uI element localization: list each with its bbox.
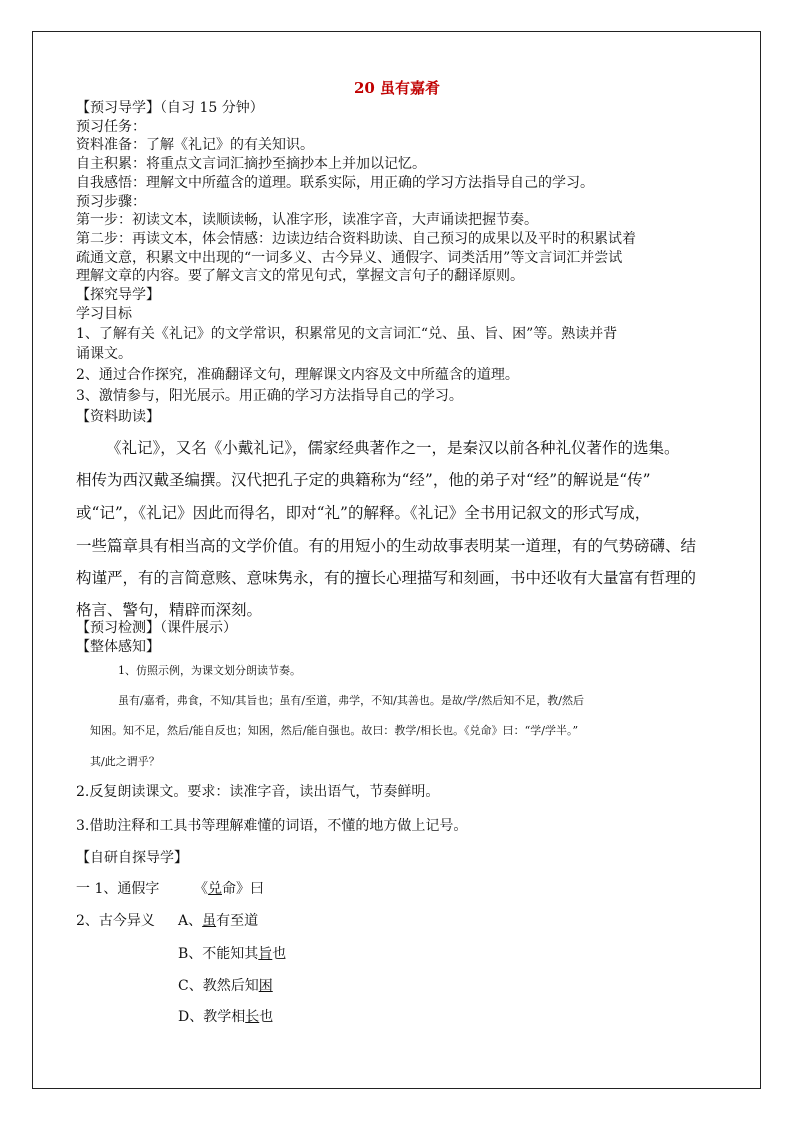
option-c-letter: C、 <box>178 978 203 994</box>
explore-goal-1-cont: 诵课文。 <box>76 346 132 362</box>
question-3: 3.借助注释和工具书等理解难懂的词语，不懂的地方做上记号。 <box>76 818 468 834</box>
material-header: 【资料助读】 <box>76 409 160 425</box>
self-study-item-2-label: 2、古今异义 <box>76 913 155 929</box>
option-c-underlined: 困 <box>258 978 273 994</box>
item-1-underlined-word: 兑 <box>208 881 222 897</box>
option-a-underlined: 虽 <box>202 913 217 929</box>
option-a-post: 有至道 <box>216 913 259 929</box>
preview-step-2-line-3: 理解文章的内容。要了解文言文的常见句式，掌握文言句子的翻译原则。 <box>76 268 524 284</box>
document-title: 20 虽有嘉肴 <box>353 79 441 97</box>
preview-step-2-line-2: 疏通文意，积累文中出现的“一词多义、古今异义、通假字、词类活用”等文言词汇并尝试 <box>76 250 623 266</box>
option-b-letter: B、 <box>178 946 203 962</box>
option-c-pre: 教然后知 <box>202 978 259 994</box>
preview-step-2-line-1: 第二步：再读文本，体会情感：边读边结合资料助读、自己预习的成果以及平时的积累试着 <box>76 231 636 247</box>
preview-task-label: 预习任务： <box>76 119 146 135</box>
explore-goal-1: 1、了解有关《礼记》的文学常识，积累常见的文言词汇“兑、虽、旨、困”等。熟读并背 <box>76 326 618 342</box>
option-d-post: 也 <box>259 1009 274 1025</box>
material-line-5: 构谨严，有的言简意赅、意味隽永，有的擅长心理描写和刻画，书中还收有大量富有哲理的 <box>76 569 697 587</box>
option-b-underlined: 旨 <box>258 946 273 962</box>
self-study-item-1-text <box>194 878 264 898</box>
preview-step-1: 第一步：初读文本，读顺读畅，认准字形，读准字音，大声诵读把握节奏。 <box>76 212 538 228</box>
option-a <box>178 910 258 930</box>
option-b <box>178 943 286 963</box>
preview-header: 【预习导学】（自习 15 分钟） <box>76 100 264 116</box>
option-d-pre: 教学相 <box>203 1009 246 1025</box>
preview-steps-label: 预习步骤： <box>76 194 146 210</box>
question-2: 2.反复朗读课文。要求：读准字音，读出语气，节奏鲜明。 <box>76 784 440 800</box>
check-header: 【预习检测】（课件展示） <box>76 620 237 636</box>
preview-task-3: 自我感悟：理解文中所蕴含的道理。联系实际，用正确的学习方法指导自己的学习。 <box>76 175 594 191</box>
explore-header: 【探究导学】 <box>76 287 160 303</box>
overall-header: 【整体感知】 <box>76 639 160 655</box>
option-a-letter: A、 <box>178 913 203 929</box>
option-b-pre: 不能知其 <box>202 946 259 962</box>
material-line-3: 或“记”，《礼记》因此而得名，即对“礼”的解释。《礼记》全书用记叙文的形式写成， <box>76 504 651 522</box>
preview-task-2: 自主积累：将重点文言词汇摘抄至摘抄本上并加以记忆。 <box>76 156 426 172</box>
question-1-text-1: 虽有/嘉肴，弗食，不知/其旨也；虽有/至道，弗学，不知/其善也。是故/学/然后知不足，教/然后 <box>118 694 584 707</box>
option-d-underlined: 长 <box>245 1009 260 1025</box>
item-1-text-pre: 《 <box>194 881 208 897</box>
item-1-text-post: 命》曰 <box>222 881 264 897</box>
option-d <box>178 1006 273 1026</box>
question-1-text-3: 其/此之谓乎？ <box>90 755 160 768</box>
explore-goal-3: 3、激情参与，阳光展示。用正确的学习方法指导自己的学习。 <box>76 388 463 404</box>
option-b-post: 也 <box>272 946 287 962</box>
material-line-1: 《礼记》，又名《小戴礼记》，儒家经典著作之一，是秦汉以前各种礼仪著作的选集。 <box>106 439 680 457</box>
question-1-text-2: 知困。知不足，然后/能自反也；知困，然后/能自强也。故曰：教学/相长也。《兑命》曰：“学/学半。” <box>90 724 579 737</box>
explore-goal-2: 2、通过合作探究，准确翻译文句，理解课文内容及文中所蕴含的道理。 <box>76 367 519 383</box>
material-line-2: 相传为西汉戴圣编撰。汉代把孔子定的典籍称为“经”，他的弟子对“经”的解说是“传” <box>76 471 651 489</box>
preview-task-1: 资料准备：了解《礼记》的有关知识。 <box>76 137 314 153</box>
material-line-6: 格言、警句，精辟而深刻。 <box>76 601 263 619</box>
explore-goal-label: 学习目标 <box>76 306 132 322</box>
option-c <box>178 975 273 995</box>
self-study-item-1-label: 一 1、通假字 <box>76 881 160 897</box>
material-line-4: 一些篇章具有相当高的文学价值。有的用短小的生动故事表明某一道理，有的气势磅礴、结 <box>76 537 697 555</box>
self-study-header: 【自研自探导学】 <box>76 850 188 866</box>
question-1-label: 1、仿照示例，为课文划分朗读节奏。 <box>118 664 301 677</box>
option-d-letter: D、 <box>178 1009 204 1025</box>
